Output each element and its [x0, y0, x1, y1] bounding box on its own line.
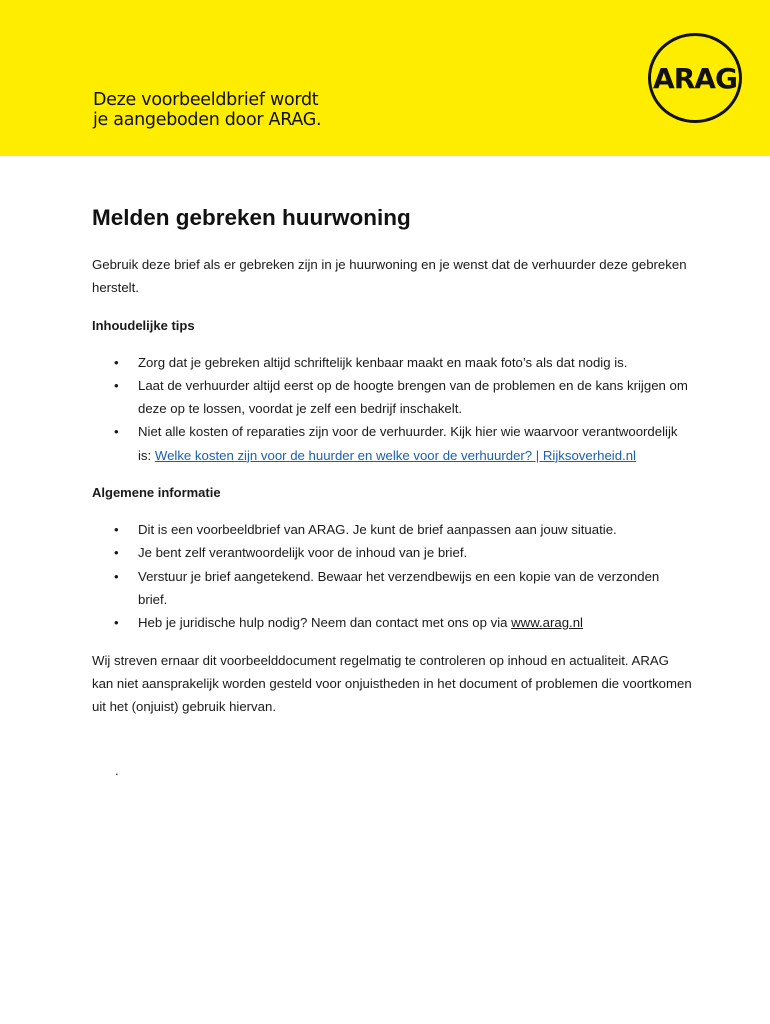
tagline-line-1: Deze voorbeeldbrief wordt [93, 90, 319, 110]
list-item [92, 565, 692, 612]
tip-text: Laat de verhuurder altijd eerst op de hoogte brengen van de problemen en de kans krijgen om deze op te lossen, voordat je zelf een bedrijf inschakelt. [138, 377, 688, 417]
document-title: Melden gebreken huurwoning [92, 205, 411, 230]
bullet-icon: • [114, 568, 119, 584]
document-body [92, 200, 692, 718]
list-item [92, 611, 692, 634]
bullet-icon: • [114, 522, 119, 538]
info-text: Dit is een voorbeeldbrief van ARAG. Je kunt de brief aanpassen aan jouw situatie. [138, 522, 617, 538]
arag-logo [648, 33, 742, 123]
list-item [92, 351, 692, 374]
list-item [92, 374, 692, 421]
info-text: Je bent zelf verantwoordelijk voor de inhoud van je brief. [138, 545, 468, 561]
rijksoverheid-link[interactable]: Welke kosten zijn voor de huurder en welke voor de verhuurder? | Rijksoverheid.nl [154, 447, 636, 463]
arag-website-link[interactable]: www.arag.nl [511, 615, 583, 631]
bullet-icon: • [114, 545, 119, 561]
info-heading: Algemene informatie [92, 485, 221, 501]
intro-paragraph: Gebruik deze brief als er gebreken zijn in je huurwoning en je wenst dat de verhuurder deze gebreken herstelt. [92, 257, 687, 296]
info-list [92, 518, 692, 634]
info-text: Heb je juridische hulp nodig? Neem dan contact met ons op via [138, 615, 512, 631]
list-item [92, 518, 692, 541]
tagline-line-2: je aangeboden door ARAG. [93, 110, 322, 130]
bullet-icon: • [114, 424, 119, 440]
header-banner [0, 0, 770, 156]
list-item [92, 541, 692, 564]
tip-text: Zorg dat je gebreken altijd schriftelijk kenbaar maakt en maak foto’s als dat nodig is. [138, 354, 628, 370]
trailing-period: . [115, 763, 119, 778]
bullet-icon: • [114, 615, 119, 631]
bullet-icon: • [114, 377, 119, 393]
header-tagline [93, 90, 321, 130]
info-text: Verstuur je brief aangetekend. Bewaar het verzendbewijs en een kopie van de verzonden brief. [138, 568, 660, 607]
list-item [92, 420, 692, 467]
disclaimer-paragraph: Wij streven ernaar dit voorbeelddocument regelmatig te controleren op inhoud en actualiteit. ARAG kan niet aansprakelijk worden gesteld voor onjuistheden in het document of problemen die voortkomen uit het (onjuist) gebruik hiervan. [92, 652, 692, 715]
tips-heading: Inhoudelijke tips [92, 317, 195, 333]
arag-logo-text: ARAG [653, 61, 737, 95]
tips-list [92, 351, 692, 467]
tip-text: Niet alle kosten of reparaties zijn voor de verhuurder. Kijk hier wie waarvoor verantwoordelijk is: [138, 424, 678, 463]
bullet-icon: • [114, 354, 119, 370]
